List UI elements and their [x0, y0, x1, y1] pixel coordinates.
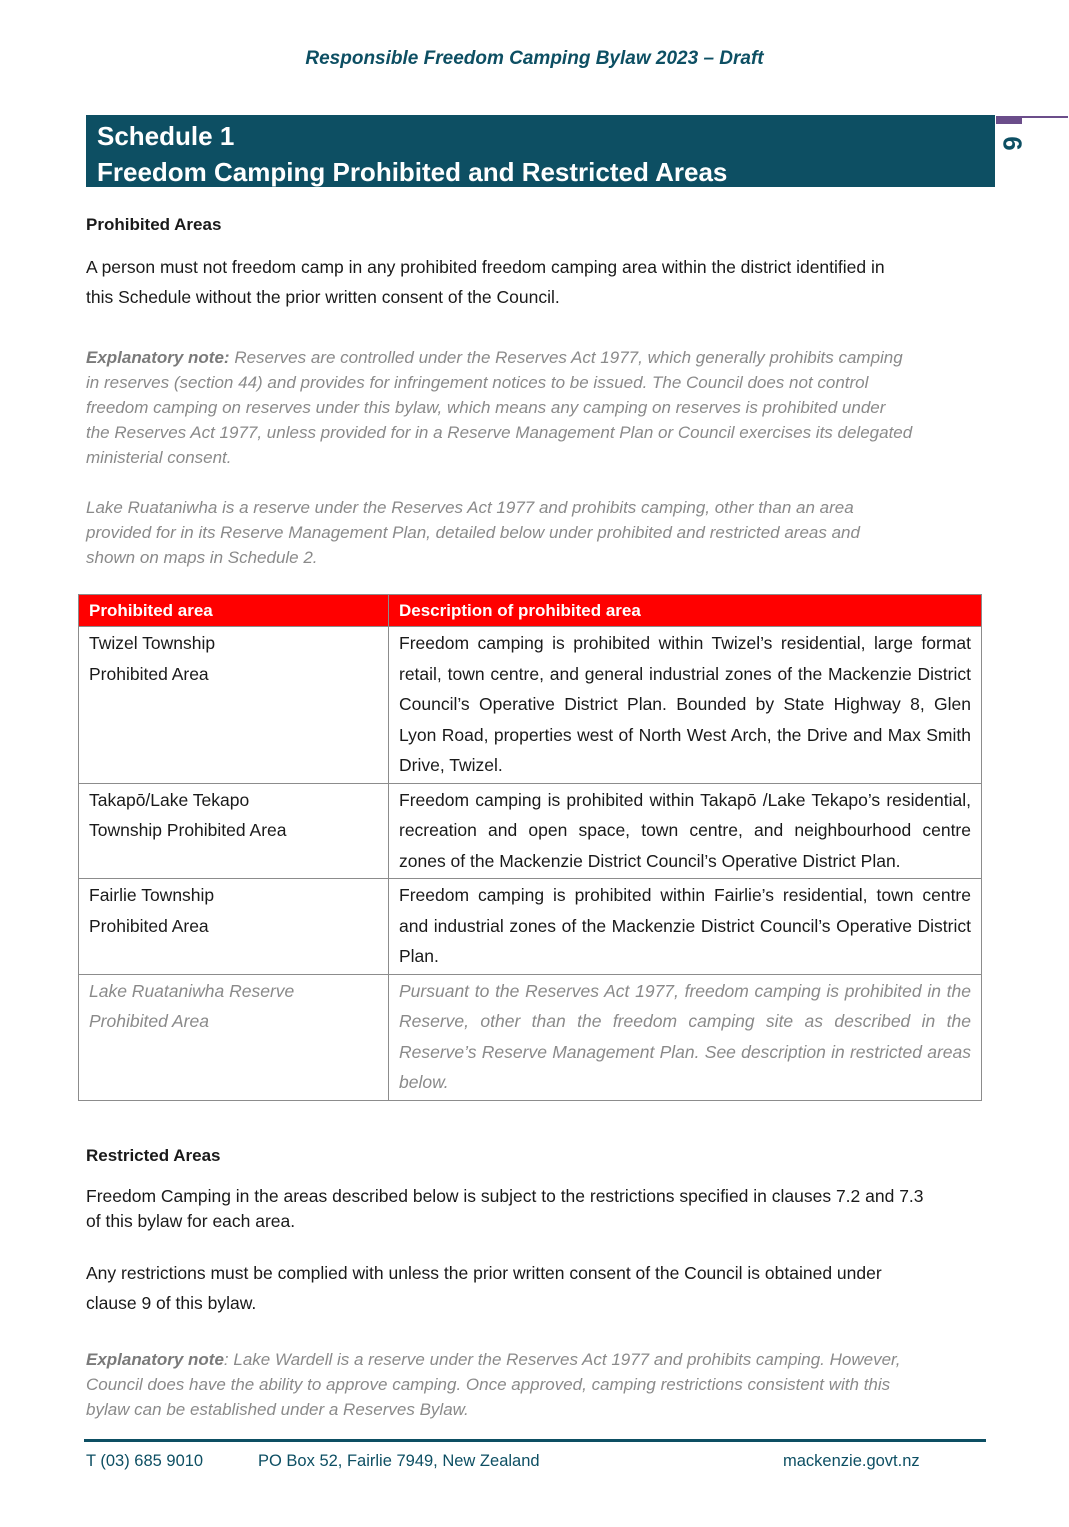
area-name-line: Prohibited Area	[89, 1011, 209, 1031]
note-label: Explanatory note	[86, 1350, 224, 1369]
footer-address: PO Box 52, Fairlie 7949, New Zealand	[258, 1452, 540, 1470]
text-line: Any restrictions must be complied with unless the prior written consent of the Council is obtained under	[86, 1263, 882, 1283]
text-line: shown on maps in Schedule 2.	[86, 548, 318, 567]
table-row	[79, 974, 982, 1100]
text-line: Council does have the ability to approve camping. Once approved, camping restrictions consistent with this	[86, 1375, 891, 1394]
footer-divider	[84, 1439, 986, 1442]
note-label: Explanatory note:	[86, 348, 230, 367]
restricted-intro-paragraph	[86, 1184, 981, 1234]
area-description-cell: Freedom camping is prohibited within Takapō /Lake Tekapo’s residential, recreation and open space, town centre, and neighbourhood centre zones of the Mackenzie District Council’s Operative District Plan.	[389, 783, 982, 879]
explanatory-note-wardell	[86, 1347, 981, 1422]
restricted-areas-heading: Restricted Areas	[86, 1146, 221, 1165]
text-line: Freedom Camping in the areas described below is subject to the restrictions specified in clauses 7.2 and 7.3	[86, 1186, 924, 1206]
area-name-cell	[79, 879, 389, 975]
prohibited-areas-heading: Prohibited Areas	[86, 215, 222, 234]
area-name-line: Takapō/Lake Tekapo	[89, 789, 250, 810]
text-line: clause 9 of this bylaw.	[86, 1293, 257, 1313]
area-name-line: Prohibited Area	[89, 915, 209, 936]
document-title: Responsible Freedom Camping Bylaw 2023 – Draft	[305, 48, 764, 69]
area-name-line: Fairlie Township	[89, 885, 215, 905]
area-name-cell	[79, 783, 389, 879]
text-line: of this bylaw for each area.	[86, 1211, 296, 1231]
text-line: Lake Ruataniwha is a reserve under the Reserves Act 1977 and prohibits camping, other than an area	[86, 498, 854, 517]
schedule-number: Schedule 1	[97, 121, 235, 151]
area-name-cell	[79, 974, 389, 1100]
area-name-cell	[79, 627, 389, 784]
text-line: this Schedule without the prior written consent of the Council.	[86, 287, 560, 307]
column-header-description: Description of prohibited area	[389, 595, 982, 627]
schedule-banner	[86, 115, 995, 187]
text-line: : Lake Wardell is a reserve under the Reserves Act 1977 and prohibits camping. However,	[223, 1350, 901, 1369]
prohibited-intro-paragraph	[86, 252, 981, 312]
page-number: 6	[997, 136, 1028, 151]
page-tab-marker	[996, 116, 1022, 124]
footer-website-link[interactable]: mackenzie.govt.nz	[783, 1452, 920, 1470]
text-line: Reserves are controlled under the Reserves Act 1977, which generally prohibits camping	[229, 348, 903, 367]
area-name-line: Township Prohibited Area	[89, 820, 287, 840]
prohibited-areas-table	[78, 594, 982, 1101]
text-line: ministerial consent.	[86, 448, 232, 467]
area-description-cell: Freedom camping is prohibited within Fairlie’s residential, town centre and industrial zones of the Mackenzie District Council’s Operative District Plan.	[389, 879, 982, 975]
text-line: A person must not freedom camp in any prohibited freedom camping area within the district identified in	[86, 257, 885, 277]
table-row	[79, 783, 982, 879]
text-line: freedom camping on reserves under this bylaw, which means any camping on reserves is prohibited under	[86, 398, 886, 417]
schedule-title: Freedom Camping Prohibited and Restricted Areas	[97, 157, 728, 187]
explanatory-note-ruataniwha	[86, 495, 981, 570]
explanatory-note-reserves	[86, 345, 981, 470]
text-line: in reserves (section 44) and provides for infringement notices to be issued. The Council does not control	[86, 373, 869, 392]
column-header-area: Prohibited area	[79, 595, 389, 627]
table-row	[79, 627, 982, 784]
footer-phone: T (03) 685 9010	[86, 1452, 204, 1470]
restricted-consent-paragraph	[86, 1258, 981, 1318]
area-name-line: Lake Ruataniwha Reserve	[89, 980, 295, 1001]
text-line: the Reserves Act 1977, unless provided for in a Reserve Management Plan or Council exercises its delegated	[86, 423, 913, 442]
text-line: bylaw can be established under a Reserves Bylaw.	[86, 1400, 469, 1419]
area-description-cell: Freedom camping is prohibited within Twizel’s residential, large format retail, town centre, and general industrial zones of the Mackenzie District Council’s Operative District Plan. Bounded by State Highway 8, Glen Lyon Road, properties west of North West Arch, the Drive and Max Smith Drive, Twizel.	[389, 627, 982, 784]
area-name-line: Twizel Township	[89, 633, 216, 653]
table-header-row	[79, 595, 982, 627]
area-name-line: Prohibited Area	[89, 663, 209, 684]
area-description-cell: Pursuant to the Reserves Act 1977, freedom camping is prohibited in the Reserve, other than the freedom camping site as described in the Reserve’s Reserve Management Plan. See description in restricted areas below.	[389, 974, 982, 1100]
text-line: provided for in its Reserve Management Plan, detailed below under prohibited and restricted areas and	[86, 523, 860, 542]
table-row	[79, 879, 982, 975]
